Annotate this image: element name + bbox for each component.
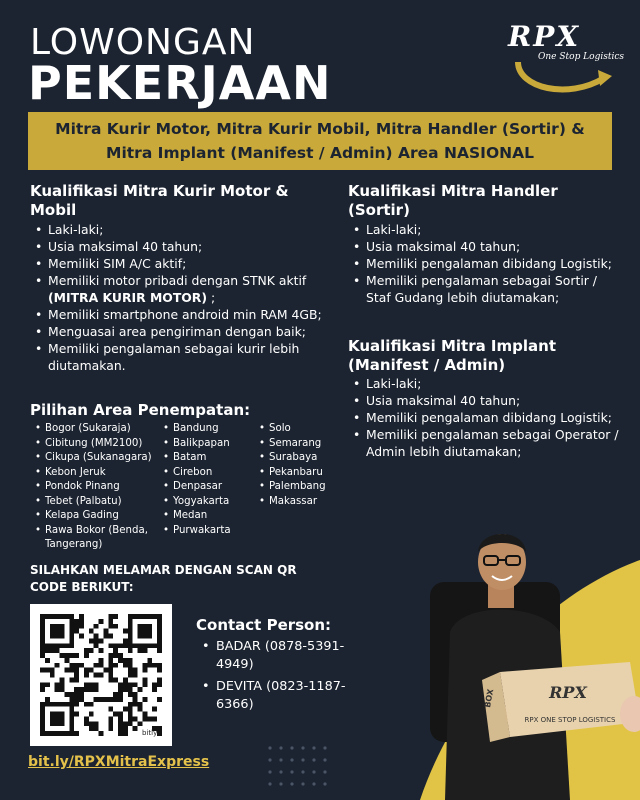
kurir-heading-line2: Mobil <box>30 201 77 219</box>
list-item: • Memiliki pengalaman sebagai Operator / Admin lebih diutamakan; <box>352 426 622 460</box>
list-item: • Usia maksimal 40 tahun; <box>34 238 324 255</box>
list-item: • Yogyakarta <box>162 495 262 510</box>
kurir-heading-line1: Kualifikasi Mitra Kurir Motor & <box>30 182 289 200</box>
qr-code[interactable] <box>30 604 172 746</box>
logo-wordmark: RPX <box>508 20 581 53</box>
area-list-col3 <box>258 422 338 509</box>
list-item: • Pondok Pinang <box>34 480 164 495</box>
bitly-badge: bitly <box>142 729 158 737</box>
qr-code-icon <box>40 614 162 736</box>
list-item: • Bandung <box>162 422 262 437</box>
list-item-suffix: ; <box>207 290 216 305</box>
handler-heading <box>348 182 618 220</box>
list-item: • Bogor (Sukaraja) <box>34 422 164 437</box>
contact-heading: Contact Person: <box>196 616 332 634</box>
dot-grid-decor <box>266 742 330 792</box>
list-item: • Palembang <box>258 480 338 495</box>
box-print-text: RPX ONE STOP LOGISTICS <box>524 716 616 724</box>
banner-line2: Mitra Implant (Manifest / Admin) Area NASIONAL <box>106 144 534 162</box>
position-banner <box>28 112 612 170</box>
list-item: • Balikpapan <box>162 437 262 452</box>
list-item: • Cikupa (Sukanagara) <box>34 451 164 466</box>
list-item: • Surabaya <box>258 451 338 466</box>
page-title-line2: PEKERJAAN <box>28 56 332 110</box>
list-item: • Memiliki pengalaman sebagai Sortir / Staf Gudang lebih diutamakan; <box>352 272 622 306</box>
list-item: • Denpasar <box>162 480 262 495</box>
list-item: • Cirebon <box>162 466 262 481</box>
list-item: • Kebon Jeruk <box>34 466 164 481</box>
list-item: • Menguasai area pengiriman dengan baik; <box>34 323 324 340</box>
kurir-qualification-list <box>34 221 324 374</box>
list-item: • Solo <box>258 422 338 437</box>
list-item: • Memiliki SIM A/C aktif; <box>34 255 324 272</box>
implant-heading <box>348 337 618 375</box>
handler-qualification-list <box>352 221 622 306</box>
list-item: • Laki-laki; <box>34 221 324 238</box>
handler-heading-line2: (Sortir) <box>348 201 410 219</box>
box-side-text: BOX <box>483 688 496 709</box>
list-item <box>34 272 324 306</box>
list-item: • Pekanbaru <box>258 466 338 481</box>
list-item: • Laki-laki; <box>352 221 622 238</box>
contact-person-devita: • DEVITA (0823-1187-6366) <box>200 678 350 714</box>
list-item-text: Memiliki motor pribadi dengan STNK aktif <box>48 273 307 288</box>
area-list-col1 <box>34 422 164 553</box>
area-heading: Pilihan Area Penempatan: <box>30 401 251 419</box>
list-item: • Medan <box>162 509 262 524</box>
handler-heading-line1: Kualifikasi Mitra Handler <box>348 182 558 200</box>
logo-tagline: One Stop Logistics <box>538 52 624 62</box>
list-item: • Batam <box>162 451 262 466</box>
list-item: • Memiliki pengalaman sebagai kurir lebih diutamakan. <box>34 340 324 374</box>
apply-link[interactable]: bit.ly/RPXMitraExpress <box>28 754 210 770</box>
implant-qualification-list <box>352 375 622 460</box>
page-title-line1: LOWONGAN <box>30 22 256 63</box>
courier-person-illustration <box>420 522 640 800</box>
list-item: • Memiliki pengalaman dibidang Logistik; <box>352 409 622 426</box>
list-item: • Laki-laki; <box>352 375 622 392</box>
list-item: • Semarang <box>258 437 338 452</box>
contact-person-badar: • BADAR (0878-5391-4949) <box>200 638 350 674</box>
apply-instruction: SILAHKAN MELAMAR DENGAN SCAN QR CODE BERIKUT: <box>30 563 297 594</box>
list-item: • Purwakarta <box>162 524 262 539</box>
box-logo-text: RPX <box>549 683 587 702</box>
implant-heading-line1: Kualifikasi Mitra Implant <box>348 337 556 355</box>
list-item: • Usia maksimal 40 tahun; <box>352 238 622 255</box>
list-item: • Memiliki smartphone android min RAM 4GB; <box>34 306 324 323</box>
list-item: • Usia maksimal 40 tahun; <box>352 392 622 409</box>
area-list-col2 <box>162 422 262 538</box>
kurir-heading <box>30 182 310 220</box>
banner-line1: Mitra Kurir Motor, Mitra Kurir Mobil, Mitra Handler (Sortir) & <box>55 120 585 138</box>
list-item-bold-text: (MITRA KURIR MOTOR) <box>48 290 208 305</box>
list-item: • Rawa Bokor (Benda, Tangerang) <box>34 524 164 553</box>
list-item: • Makassar <box>258 495 338 510</box>
list-item: • Tebet (Palbatu) <box>34 495 164 510</box>
list-item: • Kelapa Gading <box>34 509 164 524</box>
contact-list <box>200 638 350 718</box>
implant-heading-line2: (Manifest / Admin) <box>348 356 506 374</box>
list-item: • Cibitung (MM2100) <box>34 437 164 452</box>
list-item: • Memiliki pengalaman dibidang Logistik; <box>352 255 622 272</box>
